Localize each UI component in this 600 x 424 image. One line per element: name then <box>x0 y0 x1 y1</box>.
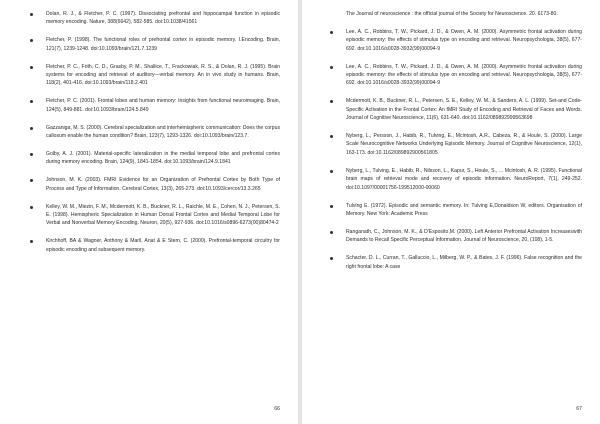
reference-item <box>330 167 582 192</box>
bullet-icon <box>30 240 33 243</box>
reference-text: Ranganath, C., Johnson, M. K., & D'Esposito,M. (2000). Left Anterior Prefrontal Activation Increaseswith Demands to Recall Specific Perceptual Information. Journal of Neuroscience, 20, (108), 1-5. <box>346 228 582 244</box>
reference-text: Gazzaniga, M. S. (2000). Cerebral specialization and interhemispheric communication: Does the corpus callosum enable the human condition? Brain, 123(7), 1293-1326. doi:10.1093/brain/123.7. <box>46 124 280 140</box>
reference-text: Lee, A. C., Robbins, T. W., Pickard, J. D., & Owen, A. M. (2000). Asymmetric frontal activation during episodic memory: the effects of stimulus type on encoding and retrieval. Neuropsychologia, 38(5), 677-692. doi:10.1016/s0028-3932(99)00094-9 <box>346 63 582 87</box>
bullet-icon <box>330 66 333 69</box>
bullet-icon <box>30 13 33 16</box>
reference-item <box>330 63 582 88</box>
bullet-icon <box>330 135 333 138</box>
reference-item <box>30 237 280 254</box>
reference-text: Schacter, D. L., Curran, T., Galluccio, L., Milberg, W. P., & Bates, J. F. (1996). False recognition and the right frontal lobe: A case <box>346 255 582 270</box>
reference-text: Nyberg, L., Tulving, E., Habib, R., Nilsson, L., Kapur, S., Houle, S., ... Mcintosh, A. R. (1995). Functional brain maps of retrieval mode and recovery of episodic information. NeuroReport, 7(1), 249-252. doi:10.1097/00001756-199512000-00060 <box>346 167 582 191</box>
page-number: 67 <box>576 406 582 412</box>
reference-text: Johnson, M. K. (2003). FMRI Evidence for an Organization of Prefrontal Cortex by Both Type of Process and Type of Information. Cerebral Cortex, 13(3), 265-273. doi:10.1093/cercor/13.3.265 <box>46 177 280 192</box>
bullet-icon <box>30 206 33 209</box>
reference-text: Dolan, R. J., & Fletcher, P. C. (1997). Dissociating prefrontal and hippocampal function in episodic memory encoding. Nature, 388(6642), 582-585. doi:10.1038/41561 <box>46 11 280 26</box>
reference-list <box>30 10 280 254</box>
page-number: 66 <box>274 406 280 412</box>
reference-text: Fletcher, P. C., Frith, C. D., Grasby, P. M., Shallice, T., Frackowiak, R. S., & Dolan, R. J. (1995). Brain systems for encoding and retrieval of auditory—verbal memory. An in vivo study in humans. Brain, 118(2), 401-416. doi:10.1093/brain/118.2.401 <box>46 63 280 87</box>
bullet-icon <box>330 170 333 173</box>
bullet-icon <box>30 39 33 42</box>
bullet-icon <box>30 179 33 182</box>
reference-item <box>330 132 582 157</box>
reference-item <box>30 203 280 228</box>
reference-text: Kirchhoff, BA & Wagner, Anthony & Maril, Anat & E Stern, C. (2000). Prefrontal-temporal circuitry for episodic encoding and subsequent memory. <box>46 238 280 253</box>
bullet-icon <box>330 205 333 208</box>
bullet-icon <box>30 153 33 156</box>
reference-item <box>330 202 582 219</box>
bullet-icon <box>330 100 333 103</box>
reference-item <box>330 28 582 53</box>
reference-item <box>30 10 280 27</box>
reference-text: Lee, A. C., Robbins, T. W., Pickard, J. D., & Owen, A. M. (2000). Asymmetric frontal activation during episodic memory: the effects of stimulus type on encoding and retrieval. Neuropsychologia, 38(5), 677-692. doi:10.1016/s0028-3932(99)00094-9 <box>346 28 582 52</box>
reference-item <box>30 97 280 114</box>
reference-text: Kelley, W. M., Miezin, F. M., Mcdermott, K. B., Buckner, R. L., Raichle, M. E., Cohen, N. J., Petersen, S. E. (1998). Hemispheric Specialization in Human Dorsal Frontal Cortex and Medial Temporal Lobe for Verbal and Nonverbal Memory Encoding. Neuron, 20(5), 927-936. doi:10.1016/s0896-6273(00)80474-2 <box>46 203 280 227</box>
reference-item <box>30 176 280 193</box>
bullet-icon <box>30 127 33 130</box>
reference-text: Tulving E. (1972). Episodic and semantic memory. In: Tulving E,Donaldson W, editors. Organisation of Memory. New York: Academic Press <box>346 202 582 217</box>
reference-item <box>30 63 280 88</box>
reference-item <box>330 97 582 122</box>
reference-list <box>330 28 582 271</box>
reference-item <box>30 124 280 141</box>
reference-item <box>330 254 582 271</box>
reference-text: Fletcher, P. C. (2001). Frontal lobes and human memory: Insights from functional neuroimaging. Brain, 124(5), 849-881. doi:10.1093/brain/124.5.849 <box>46 98 280 113</box>
reference-continuation: The Journal of neuroscience : the official journal of the Society for Neuroscience. 20. 6173-80. <box>346 11 558 17</box>
reference-text: Mcdermott, K. B., Buckner, R. L., Petersen, S. E., Kelley, W. M., & Sanders, A. L. (1999). Set-and Code-Specific Activation in the Frontal Cortex: An fMRI Study of Encoding and Retrieval of Faces and Words. Journal of Cognitive Neuroscience, 11(6), 631-640. doi:10.1162/089892999563698 <box>346 98 582 122</box>
reference-item <box>30 36 280 53</box>
left-page <box>0 0 298 424</box>
bullet-icon <box>30 66 33 69</box>
bullet-icon <box>330 257 333 260</box>
reference-item <box>30 150 280 167</box>
bullet-icon <box>330 231 333 234</box>
right-page <box>302 0 600 424</box>
reference-text: Golby, A. J. (2001). Material-specific lateralization in the medial temporal lobe and prefrontal cortex during memory encoding. Brain, 124(9), 1841-1854. doi:10.1093/brain/124.9.1841 <box>46 150 280 166</box>
bullet-icon <box>330 31 333 34</box>
bullet-icon <box>30 100 33 103</box>
reference-item <box>330 228 582 245</box>
reference-text: Nyberg, L., Persson, J., Habib, R., Tulving, E., Mcintosh, A.R., Cabeza, R., & Houle, S. (2000). Large Scale Neurocognitive Networks Underlying Episodic Memory. Journal of Cognitive Neuroscience, 12(1), 163-173. doi:10.1162/089892900561805 <box>346 133 582 156</box>
reference-text: Fletcher, P. (1998). The functional roles of prefrontal cortex in episodic memory. I.Encoding. Brain, 121(7), 1239-1248. doi:10.1093/brain/121.7.1239 <box>46 37 280 52</box>
